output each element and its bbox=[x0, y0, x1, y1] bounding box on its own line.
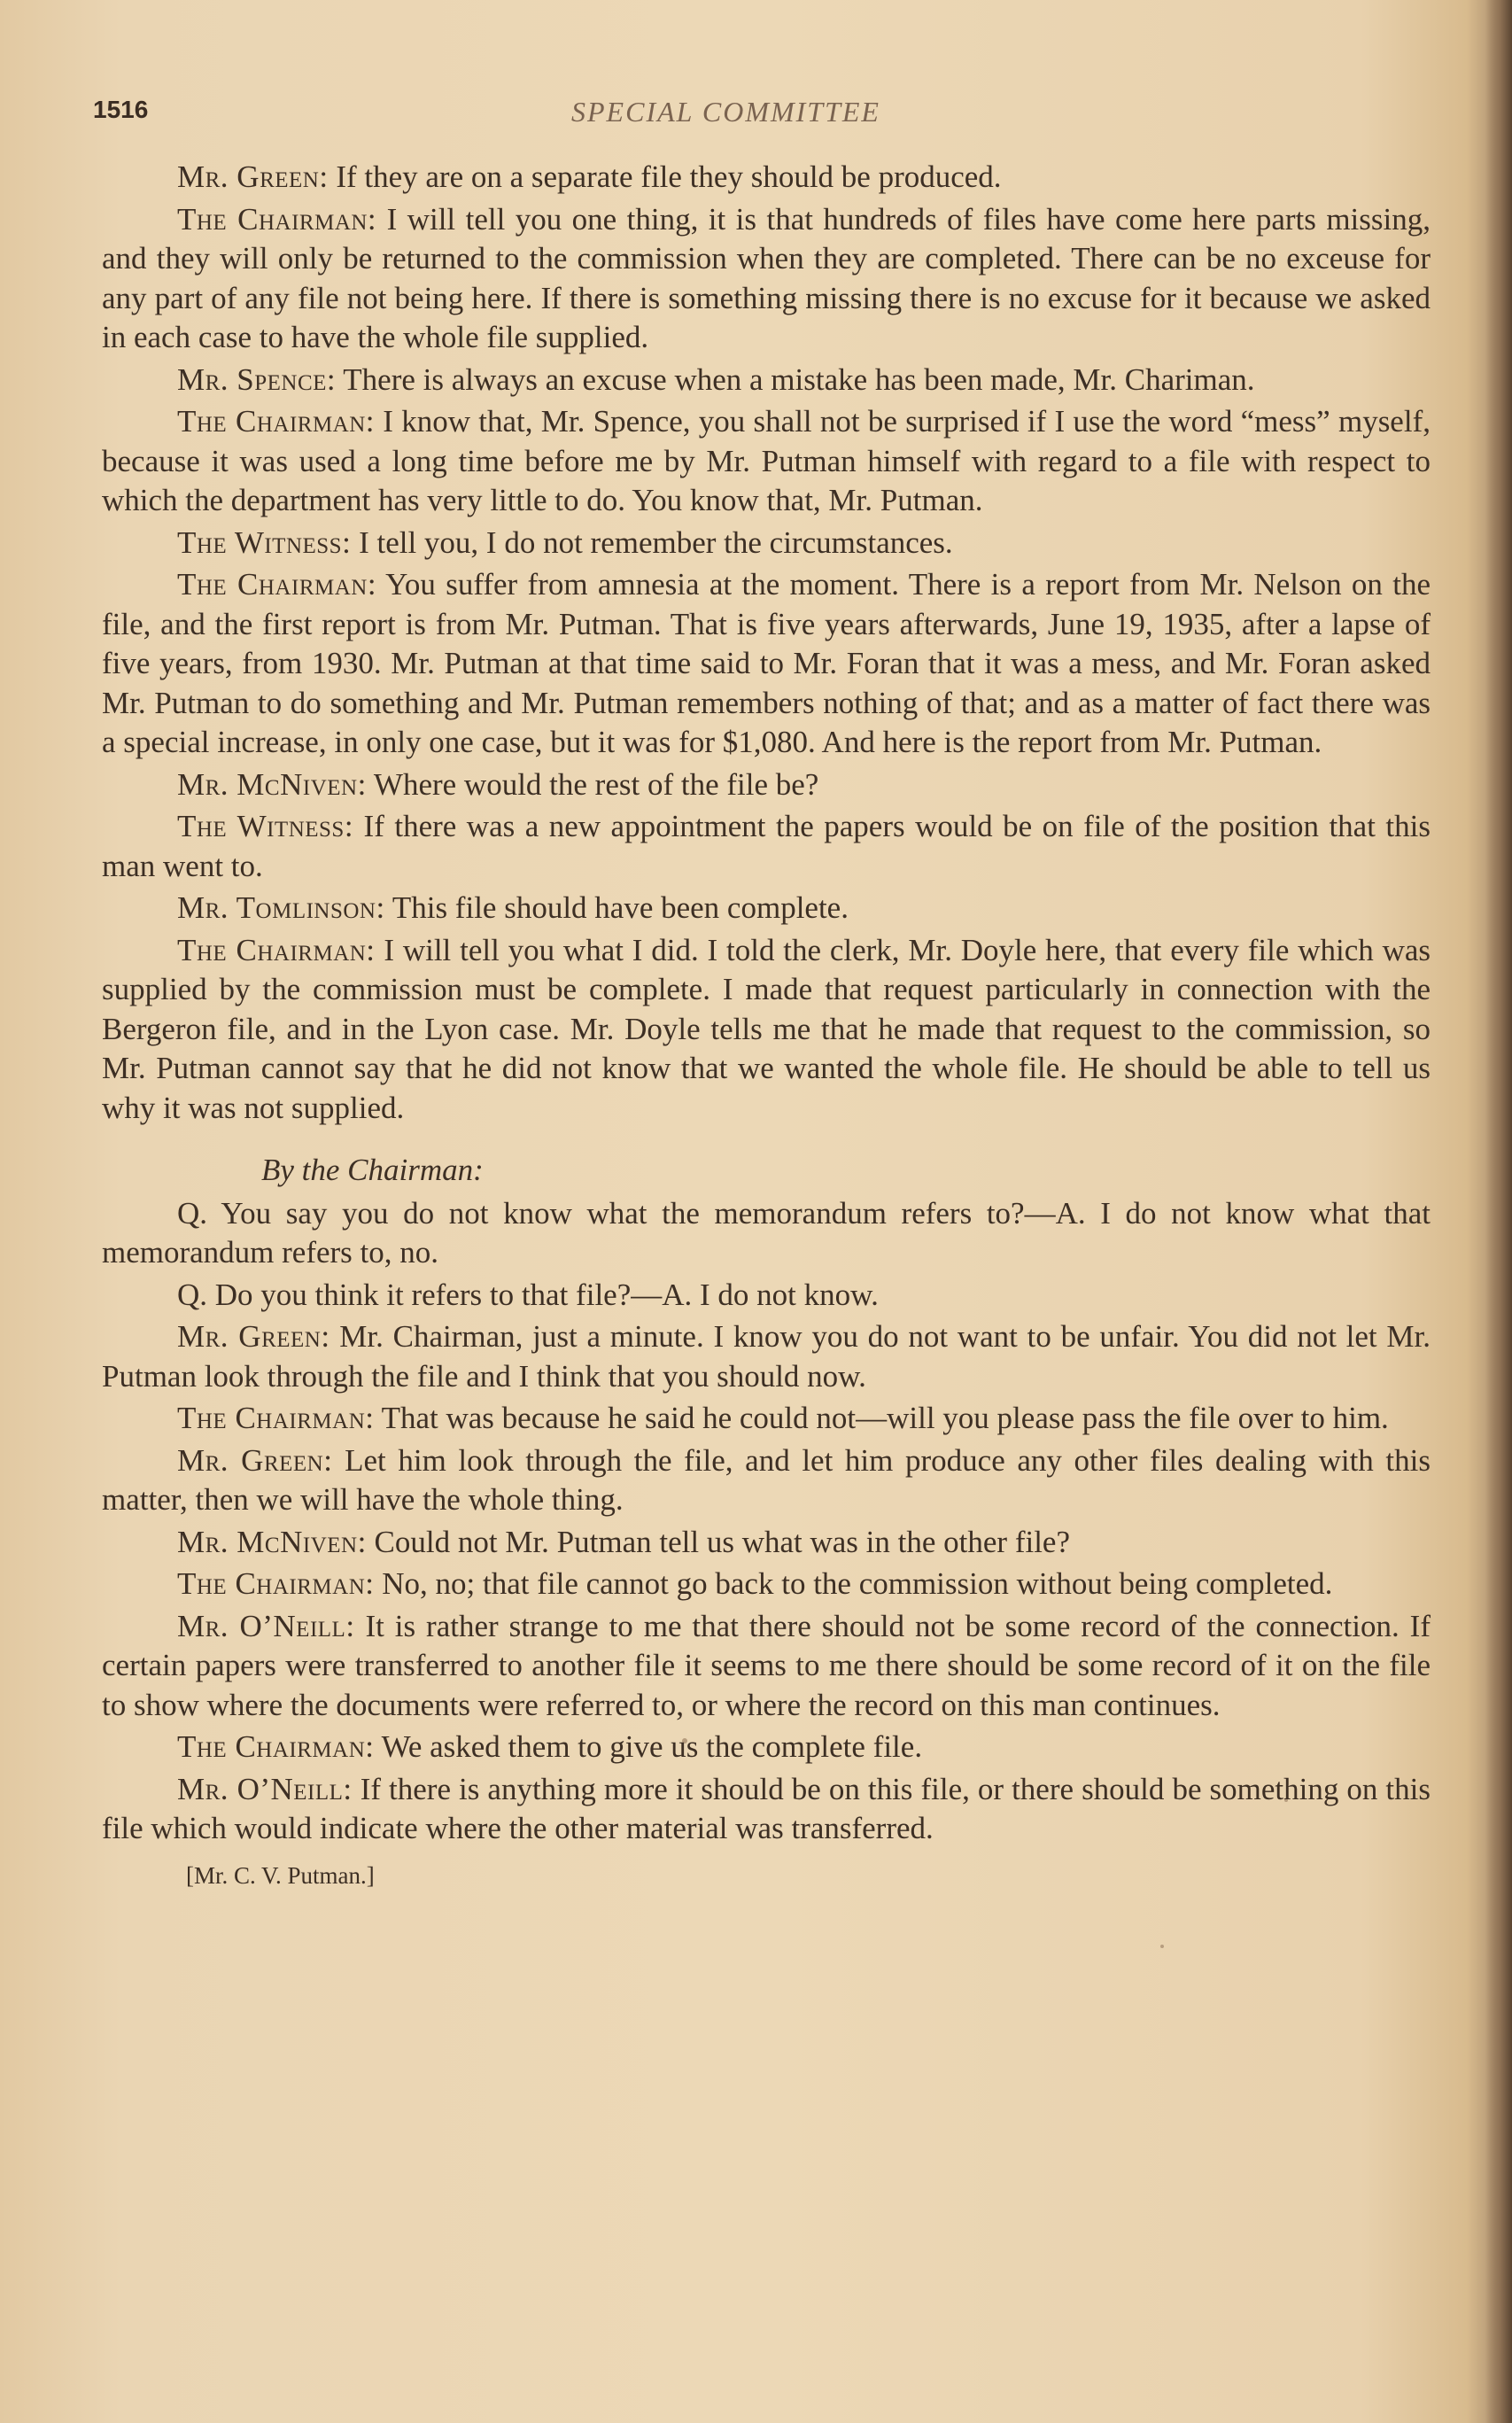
speaker-name: Mr. Green: bbox=[177, 1319, 330, 1354]
speech-paragraph bbox=[102, 1565, 1431, 1604]
speech-text: There is always an excuse when a mistake has been made, Mr. Chariman. bbox=[336, 361, 1255, 397]
speech-text: That was because he said he could not—will you please pass the file over to him. bbox=[374, 1401, 1389, 1435]
speaker-name: The Chairman: bbox=[177, 201, 377, 237]
speech-text: Let him look through the file, and let him produce any other files dealing with this matter, then we will have the whole thing. bbox=[102, 1442, 1431, 1517]
running-head: SPECIAL COMMITTEE bbox=[571, 96, 880, 128]
speaker-name: The Chairman: bbox=[177, 1566, 375, 1601]
speaker-name: Mr. Green: bbox=[177, 159, 329, 194]
speech-text: I will tell you what I did. I told the clerk, Mr. Doyle here, that every file which was supplied by the commission must be complete. I made that request particularly in connection with the Bergeron file, and in the Lyon case. Mr. Doyle tells me that he made that request to the commission, so Mr. Putman cannot say that he did not know that we wanted the whole file. He should be able to tell us why it was not supplied. bbox=[102, 932, 1431, 1125]
speech-text: If there is anything more it should be on this file, or there should be something on this file which would indicate where the other material was transferred. bbox=[102, 1771, 1431, 1845]
speech-text: This file should have been complete. bbox=[384, 890, 849, 925]
speech-text: You suffer from amnesia at the moment. There is a report from Mr. Nelson on the file, and the first report is from Mr. Putman. That is five years afterwards, June 19, 1935, after a lapse of five years, from 1930. Mr. Putman at that time said to Mr. Foran that it was a mess, and Mr. Foran asked Mr. Putman to do something and Mr. Putman remembers nothing of that; and as a matter of fact there was a special increase, in only one case, but it was for $1,080. And here is the report from Mr. Putman. bbox=[102, 567, 1431, 759]
page-header bbox=[93, 96, 1422, 131]
speaker-name: Mr. McNiven: bbox=[177, 1524, 367, 1559]
examination-subhead: By the Chairman: bbox=[261, 1153, 484, 1187]
speech-paragraph bbox=[102, 1607, 1431, 1726]
witness-footer: [Mr. C. V. Putman.] bbox=[186, 1861, 375, 1889]
paper-speck bbox=[1160, 1945, 1164, 1948]
speaker-name: Mr. O’Neill: bbox=[177, 1608, 355, 1643]
speech-paragraph bbox=[102, 1441, 1431, 1520]
speech-paragraph bbox=[102, 1317, 1431, 1396]
speech-paragraph bbox=[102, 765, 1431, 805]
speech-text: It is rather strange to me that there should not be some record of the connection. If certain papers were transferred to another file it seems to me there should be some record of it on the file to show where the documents were referred to, or where the record on this man continues. bbox=[102, 1608, 1431, 1722]
speech-text: No, no; that file cannot go back to the commission without being completed. bbox=[374, 1566, 1333, 1601]
speech-paragraph bbox=[102, 889, 1431, 928]
speech-paragraph bbox=[102, 1399, 1431, 1439]
page-number: 1516 bbox=[93, 96, 149, 123]
speech-paragraph bbox=[102, 361, 1431, 400]
page-edge-shadow bbox=[1485, 0, 1512, 2423]
speaker-name: Mr. Green: bbox=[177, 1442, 333, 1478]
speech-paragraph bbox=[102, 807, 1431, 886]
speaker-name: The Chairman: bbox=[177, 404, 375, 439]
transcript-body bbox=[102, 158, 1431, 1895]
speaker-name: Mr. Tomlinson: bbox=[177, 890, 385, 925]
speaker-name: The Chairman: bbox=[177, 932, 376, 967]
speech-paragraph bbox=[102, 1770, 1431, 1849]
speech-text: Where would the rest of the file be? bbox=[366, 766, 819, 802]
speech-paragraph bbox=[102, 565, 1431, 763]
speaker-name: The Witness: bbox=[177, 524, 352, 560]
speech-paragraph bbox=[102, 931, 1431, 1129]
speech-paragraph bbox=[102, 200, 1431, 358]
speaker-name: The Witness: bbox=[177, 809, 354, 843]
speech-text: Could not Mr. Putman tell us what was in the other file? bbox=[366, 1524, 1070, 1559]
speech-text: If they are on a separate file they should be produced. bbox=[328, 159, 1002, 194]
question-answer: Q. Do you think it refers to that file?—A. I do not know. bbox=[177, 1277, 879, 1312]
speaker-name: Mr. Spence: bbox=[177, 361, 337, 397]
speaker-name: Mr. McNiven: bbox=[177, 766, 367, 802]
speech-paragraph bbox=[102, 1728, 1431, 1767]
speaker-name: The Chairman: bbox=[177, 1401, 375, 1435]
speaker-name: Mr. O’Neill: bbox=[177, 1771, 353, 1806]
speech-text: We asked them to give us the complete file. bbox=[374, 1729, 923, 1764]
speech-text: Mr. Chairman, just a minute. I know you do not want to be unfair. You did not let Mr. Putman look through the file and I think that you should now. bbox=[102, 1319, 1431, 1394]
speech-paragraph bbox=[102, 524, 1431, 563]
speech-text: I will tell you one thing, it is that hundreds of files have come here parts missing, and they will only be returned to the commission when they are completed. There can be no exceuse for any part of any file not being here. If there is something missing there is no excuse for it because we asked in each case to have the whole file supplied. bbox=[102, 201, 1431, 354]
speech-text: If there was a new appointment the papers would be on file of the position that this man went to. bbox=[102, 809, 1431, 883]
question-answer: Q. You say you do not know what the memorandum refers to?—A. I do not know what that memorandum refers to, no. bbox=[102, 1195, 1431, 1270]
speech-paragraph bbox=[102, 1523, 1431, 1563]
speaker-name: The Chairman: bbox=[177, 1729, 375, 1764]
speech-paragraph bbox=[102, 402, 1431, 521]
speech-text: I know that, Mr. Spence, you shall not be surprised if I use the word “mess” myself, because it was used a long time before me by Mr. Putman himself with regard to a file with respect to which the department has very little to do. You know that, Mr. Putman. bbox=[102, 404, 1431, 517]
speaker-name: The Chairman: bbox=[177, 567, 377, 602]
speech-text: I tell you, I do not remember the circumstances. bbox=[351, 524, 953, 560]
speech-paragraph bbox=[102, 158, 1431, 198]
